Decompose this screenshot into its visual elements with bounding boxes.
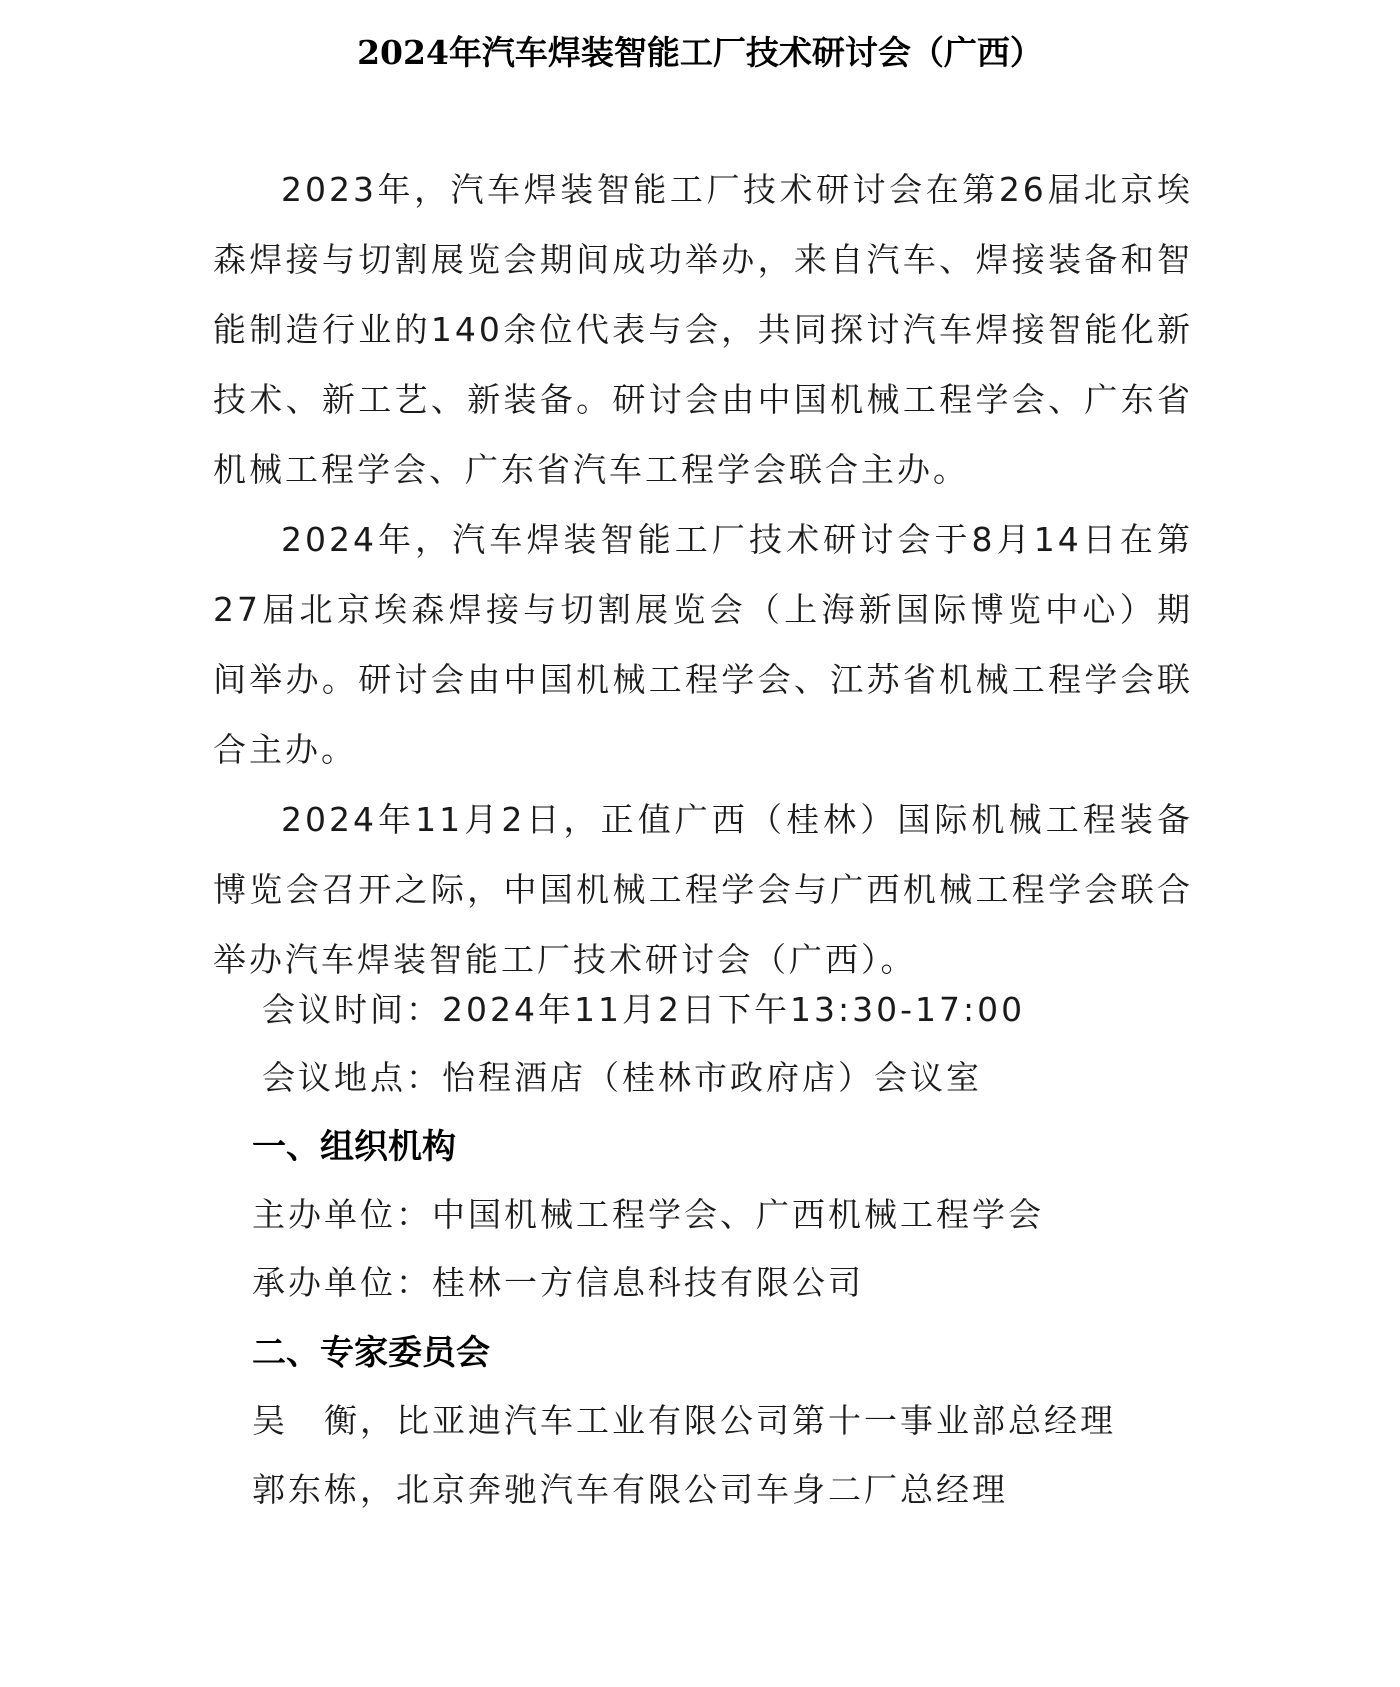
section-heading-organization: 一、组织机构 bbox=[252, 1127, 456, 1167]
organizer-line: 主办单位：中国机械工程学会、广西机械工程学会 bbox=[252, 1195, 1044, 1234]
paragraph-2024-november: 2024年11月2日，正值广西（桂林）国际机械工程装备博览会召开之际，中国机械工程学会与广西机械工程学会联合举办汽车焊装智能工厂技术研讨会（广西）。 bbox=[213, 800, 1193, 979]
document-title: 2024年汽车焊装智能工厂技术研讨会（广西） bbox=[357, 33, 1043, 72]
expert-member: 郭东栋，北京奔驰汽车有限公司车身二厂总经理 bbox=[252, 1470, 1008, 1509]
intro-paragraphs bbox=[213, 155, 1193, 995]
paragraph-2023: 2023年，汽车焊装智能工厂技术研讨会在第26届北京埃森焊接与切割展览会期间成功举办，来自汽车、焊接装备和智能制造行业的140余位代表与会，共同探讨汽车焊接智能化新技术、新工艺、新装备。研讨会由中国机械工程学会、广东省机械工程学会、广东省汽车工程学会联合主办。 bbox=[213, 170, 1193, 489]
meeting-location: 会议地点：怡程酒店（桂林市政府店）会议室 bbox=[262, 1058, 982, 1097]
co-organizer-line: 承办单位：桂林一方信息科技有限公司 bbox=[252, 1263, 864, 1302]
expert-member: 吴 衡，比亚迪汽车工业有限公司第十一事业部总经理 bbox=[252, 1401, 1116, 1440]
section-heading-expert-committee: 二、专家委员会 bbox=[252, 1333, 490, 1373]
paragraph-2024-august: 2024年，汽车焊装智能工厂技术研讨会于8月14日在第27届北京埃森焊接与切割展览会（上海新国际博览中心）期间举办。研讨会由中国机械工程学会、江苏省机械工程学会联合主办。 bbox=[213, 520, 1193, 769]
meeting-time: 会议时间：2024年11月2日下午13:30-17:00 bbox=[262, 990, 1026, 1029]
